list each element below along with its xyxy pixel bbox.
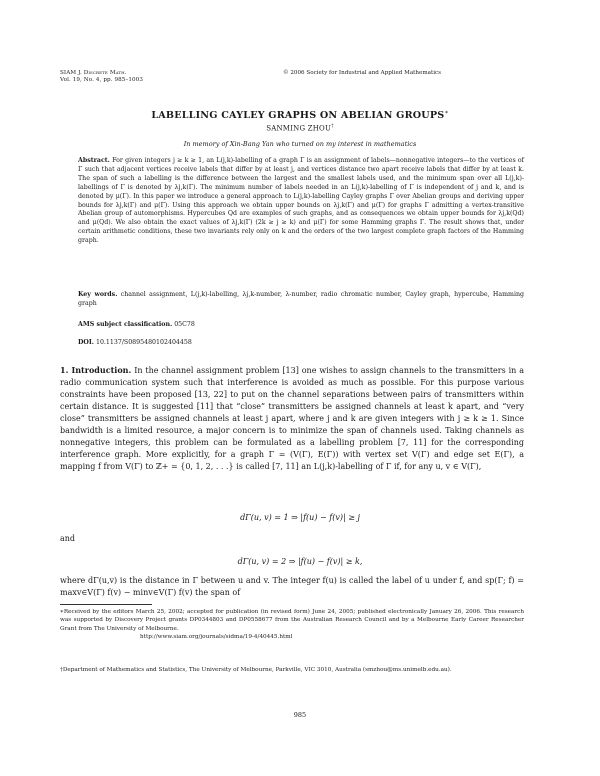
dedication: In memory of Xin-Bang Yan who turned on my interest in mathematics (183, 140, 417, 148)
author-footnote-mark: † (331, 123, 334, 129)
introduction-paragraph (60, 364, 524, 473)
abstract-label: Abstract. (78, 157, 110, 164)
title-footnote-mark: ∗ (444, 109, 449, 116)
doi-value: 10.1137/S0895480102404458 (95, 339, 192, 346)
author-name-text: SANMING ZHOU (266, 124, 332, 133)
formula-distance-two: dΓ(u, v) = 2 ⇒ |f(u) − f(v)| ≥ k, (237, 557, 363, 566)
doi (78, 339, 192, 346)
journal-header (60, 70, 143, 84)
doi-label: DOI. (78, 339, 94, 346)
ams-label: AMS subject classification. (78, 321, 173, 328)
abstract-text: For given integers j ≥ k ≥ 1, an L(j,k)-labelling of a graph Γ is an assignment of labels—nonnegative integers—to the vertices of Γ such that adjacent vertices receive labels that differ by at least j, and vertices distance two apart receive labels that differ by at least k. The span of such a labelling is the difference between the largest and the smallest labels used, and the minimum span over all L(j,k)-labellings of Γ is denoted by λj,k(Γ). The minimum number of labels needed in an L(j,k)-labelling of Γ is independent of j and k, and is denoted by μ(Γ). In this paper we introduce a general approach to L(j,k)-labelling Cayley graphs Γ over Abelian groups and deriving upper bounds for λj,k(Γ) and μ(Γ). Using this approach we obtain upper bounds on λj,k(Γ) and μ(Γ) for graphs Γ admitting a vertex-transitive Abelian group of automorphisms. Hypercubes Qd are examples of such graphs, and as consequences we obtain upper bounds for λj,k(Qd) and μ(Qd). We also obtain the exact values of λj,k(Γ) (2k ≥ j ≥ k) and μ(Γ) for some Hamming graphs Γ. The result shows that, under certain arithmetic conditions, these two invariants rely only on k and the orders of the two largest complete graph factors of the Hamming graph. (78, 157, 524, 245)
introduction-text: In the channel assignment problem [13] one wishes to assign channels to the transmitters in a radio communication system such that interference is avoided as much as possible. For this purpose various constraints have been proposed [13, 22] to put on the channel separations between pairs of transmitters within certain distance. It is suggested [11] that “close” transmitters be assigned channels at least k apart, and “very close” transmitters be assigned channels at least j apart, where j and k are given integers with j ≥ k ≥ 1. Since bandwidth is a limited resource, a major concern is to minimize the span of channels used. Taking channels as nonnegative integers, this problem can be formulated as a labelling problem [7, 11] for the corresponding interference graph. More explicitly, for a graph Γ = (V(Γ), E(Γ)) with vertex set V(Γ) and edge set E(Γ), a mapping f from V(Γ) to ℤ+ = {0, 1, 2, . . .} is called [7, 11] an L(j,k)-labelling of Γ if, for any u, v ∈ V(Γ), (60, 366, 524, 471)
page-number: 985 (293, 711, 307, 719)
footnote-url[interactable]: http://www.siam.org/journals/sidma/19-4/40445.html (140, 634, 293, 641)
author-name (0, 123, 600, 132)
formula-distance-one: dΓ(u, v) = 1 ⇒ |f(u) − f(v)| ≥ j (240, 513, 360, 522)
keywords-text: channel assignment, L(j,k)-labelling, λj,k-number, λ-number, radio chromatic number, Cayley graph, hypercube, Hamming graph (78, 291, 524, 307)
ams-classification (78, 321, 195, 328)
footnote-received (60, 608, 524, 642)
journal-volume: Vol. 19, No. 4, pp. 985–1003 (60, 77, 143, 83)
keywords-label: Key words. (78, 291, 118, 298)
journal-name: SIAM J. Discrete Math. (60, 70, 127, 76)
body-paragraph: where dΓ(u,v) is the distance in Γ between u and v. The integer f(u) is called the label of u under f, and sp(Γ; f) = maxv∈V(Γ) f(v) − minv∈V(Γ) f(v) the span of (60, 576, 524, 597)
section-heading: 1. Introduction. (60, 365, 132, 375)
footnote-received-text: ∗Received by the editors March 25, 2002; accepted for publication (in revised form) June 24, 2005; published electronically January 26, 2006. This research was supported by Discovery Project grants DP0344803 and DP0558677 from the Australian Research Council and by a Melbourne Early Career Researcher Grant from The University of Melbourne. (60, 609, 524, 632)
abstract (78, 157, 524, 246)
ams-value: 05C78 (174, 321, 195, 328)
keywords (78, 291, 524, 309)
footnote-rule (60, 604, 152, 605)
copyright-notice: © 2006 Society for Industrial and Applied Mathematics (283, 70, 442, 76)
paper-title-text: LABELLING CAYLEY GRAPHS ON ABELIAN GROUPS (151, 110, 445, 122)
and-connector: and (60, 534, 76, 543)
paper-title (0, 109, 600, 121)
footnote-affiliation: †Department of Mathematics and Statistics, The University of Melbourne, Parkville, VIC 3010, Australia (smzhou@ms.unimelb.edu.au). (60, 667, 452, 673)
